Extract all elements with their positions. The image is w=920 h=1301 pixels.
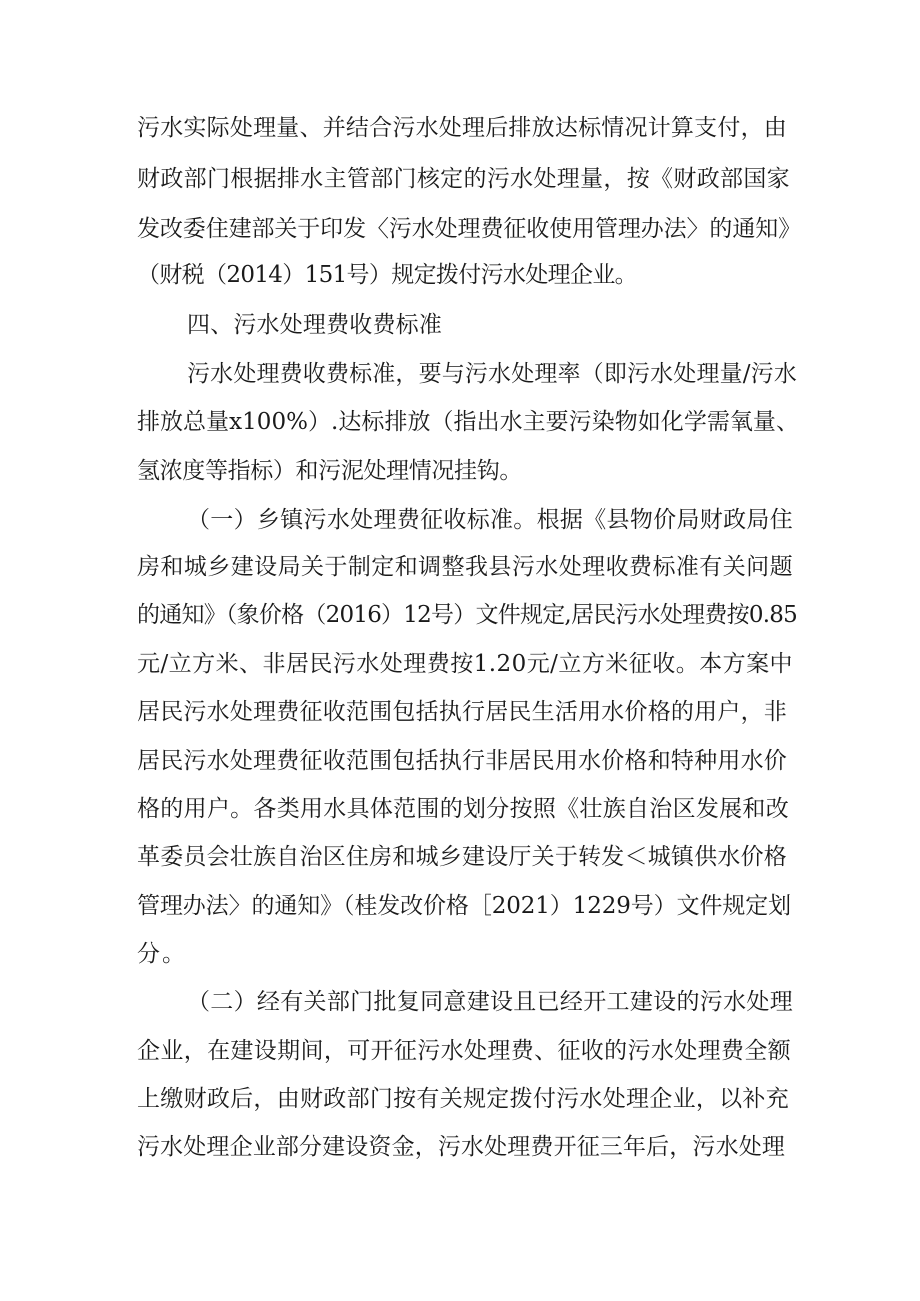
body-line-8: 氢浓度等指标）和污泥处理情况挂钩。 [137,458,522,484]
body-line-10: 房和城乡建设局关于制定和调整我县污水处理收费标准有关问题 [137,554,794,580]
body-line-12: 元/立方米、非居民污水处理费按1.20元/立方米征收。本方案中 [137,651,793,677]
body-line-6: 污水处理费收费标准，要与污水处理率（即污水处理量/污水 [187,361,797,387]
body-line-3: 发改委住建部关于印发〈污水处理费征收使用管理办法〉的通知》 [137,216,802,242]
body-line-18: 分。 [137,941,187,967]
body-line-16: 革委员会壮族自治区住房和城乡建设厅关于转发＜城镇供水价格 [137,844,787,870]
body-line-20: 企业，在建设期间，可开征污水处理费、征收的污水处理费全额 [137,1038,791,1064]
subsection-1-line-1: （一）乡镇污水处理费征收标准。根据《县物价局财政局住 [187,507,794,533]
body-line-14: 居民污水处理费征收范围包括执行非居民用水价格和特种用水价 [137,748,787,774]
body-line-4: （财税（2014）151号）规定拨付污水处理企业。 [137,262,638,288]
body-line-7: 排放总量x100%）.达标排放（指出水主要污染物如化学需氧量、 [137,409,799,435]
body-line-11: 的通知》（象价格（2016）12号）文件规定,居民污水处理费按0.85 [137,602,797,628]
body-line-13: 居民污水处理费征收范围包括执行居民生活用水价格的用户，非 [137,699,787,725]
body-line-22: 污水处理企业部分建设资金，污水处理费开征三年后，污水处理 [137,1134,786,1160]
body-line-15: 格的用户。各类用水具体范围的划分按照《壮族自治区发展和改 [137,796,790,822]
section-heading: 四、污水处理费收费标准 [187,312,443,338]
body-line-1: 污水实际处理量、并结合污水处理后排放达标情况计算支付，由 [137,115,787,141]
subsection-2-line-1: （二）经有关部门批复同意建设且已经开工建设的污水处理 [187,989,794,1015]
body-line-17: 管理办法〉的通知》（桂发改价格［2021）1229号）文件规定划 [137,893,791,919]
body-line-21: 上缴财政后，由财政部门按有关规定拨付污水处理企业，以补充 [137,1086,790,1112]
body-line-2: 财政部门根据排水主管部门核定的污水处理量，按《财政部国家 [137,166,790,192]
